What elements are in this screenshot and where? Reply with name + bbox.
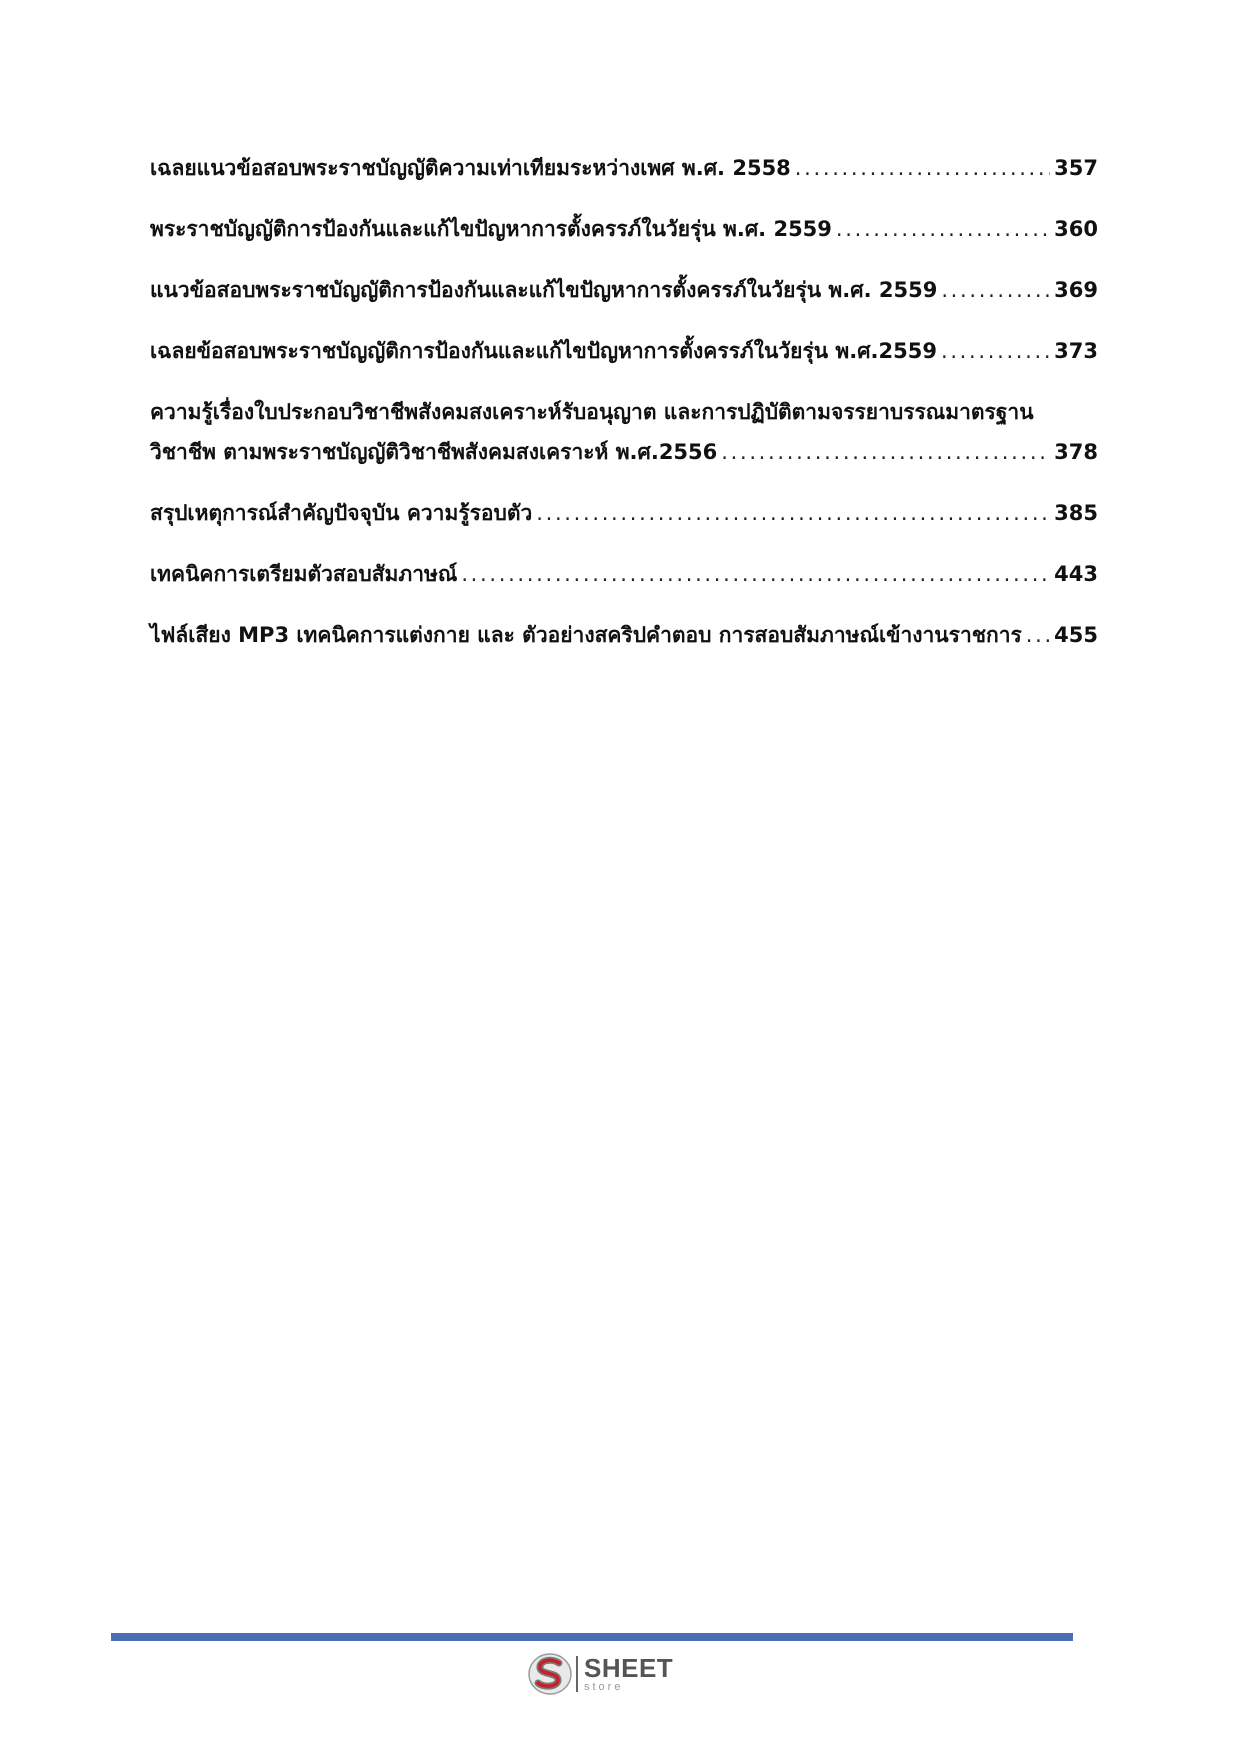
toc-entry-title: สรุปเหตุการณ์สำคัญปัจจุบัน ความรู้รอบตัว xyxy=(150,501,533,525)
toc-entry-title: ไฟล์เสียง MP3 เทคนิคการแต่งกาย และ ตัวอย่างสคริปคำตอบ การสอบสัมภาษณ์เข้างานราชการ xyxy=(150,623,1022,647)
toc-entry-page: 385 xyxy=(1054,501,1098,525)
footer-rule xyxy=(111,1633,1073,1641)
dot-leader xyxy=(795,148,1050,188)
toc-entry-title: พระราชบัญญัติการป้องกันและแก้ไขปัญหาการตั้งครรภ์ในวัยรุ่น พ.ศ. 2559 xyxy=(150,217,832,241)
toc-entry[interactable] xyxy=(150,331,1098,371)
logo-text xyxy=(584,1655,673,1693)
toc-entry-page: 455 xyxy=(1054,623,1098,647)
dot-leader xyxy=(461,554,1050,594)
toc-entry-page: 360 xyxy=(1054,217,1098,241)
dot-leader xyxy=(1026,615,1050,655)
toc-entry-title: เทคนิคการเตรียมตัวสอบสัมภาษณ์ xyxy=(150,562,458,586)
toc-entry[interactable] xyxy=(150,209,1098,249)
dot-leader xyxy=(836,209,1050,249)
toc-entry-title: แนวข้อสอบพระราชบัญญัติการป้องกันและแก้ไขปัญหาการตั้งครรภ์ในวัยรุ่น พ.ศ. 2559 xyxy=(150,278,938,302)
toc-entry-title: วิชาชีพ ตามพระราชบัญญัติวิชาชีพสังคมสงเคราะห์ พ.ศ.2556 xyxy=(150,440,718,464)
toc-entry[interactable] xyxy=(150,554,1098,594)
toc-entry-title-line1: ความรู้เรื่องใบประกอบวิชาชีพสังคมสงเคราะห์รับอนุญาต และการปฏิบัติตามจรรยาบรรณมาตรฐาน xyxy=(150,400,1034,424)
dot-leader xyxy=(941,270,1050,310)
toc-entry-title: เฉลยแนวข้อสอบพระราชบัญญัติความเท่าเทียมระหว่างเพศ พ.ศ. 2558 xyxy=(150,156,791,180)
sheet-store-logo xyxy=(528,1654,673,1694)
toc-entry-page: 443 xyxy=(1054,562,1098,586)
table-of-contents xyxy=(150,148,1098,676)
toc-entry-page: 357 xyxy=(1054,156,1098,180)
toc-entry-page: 373 xyxy=(1054,339,1098,363)
toc-entry-page: 369 xyxy=(1054,278,1098,302)
sheet-store-s-logo-icon xyxy=(528,1653,572,1695)
dot-leader xyxy=(721,432,1050,472)
toc-entry[interactable] xyxy=(150,493,1098,533)
toc-entry[interactable] xyxy=(150,392,1098,472)
toc-entry-page: 378 xyxy=(1054,440,1098,464)
logo-divider xyxy=(576,1656,578,1692)
logo-word: SHEET xyxy=(584,1653,674,1683)
toc-entry[interactable] xyxy=(150,270,1098,310)
dot-leader xyxy=(941,331,1050,371)
toc-entry[interactable] xyxy=(150,615,1098,655)
logo-subtext: store xyxy=(584,1681,624,1693)
dot-leader xyxy=(536,493,1050,533)
toc-entry[interactable] xyxy=(150,148,1098,188)
toc-entry-title: เฉลยข้อสอบพระราชบัญญัติการป้องกันและแก้ไขปัญหาการตั้งครรภ์ในวัยรุ่น พ.ศ.2559 xyxy=(150,339,937,363)
